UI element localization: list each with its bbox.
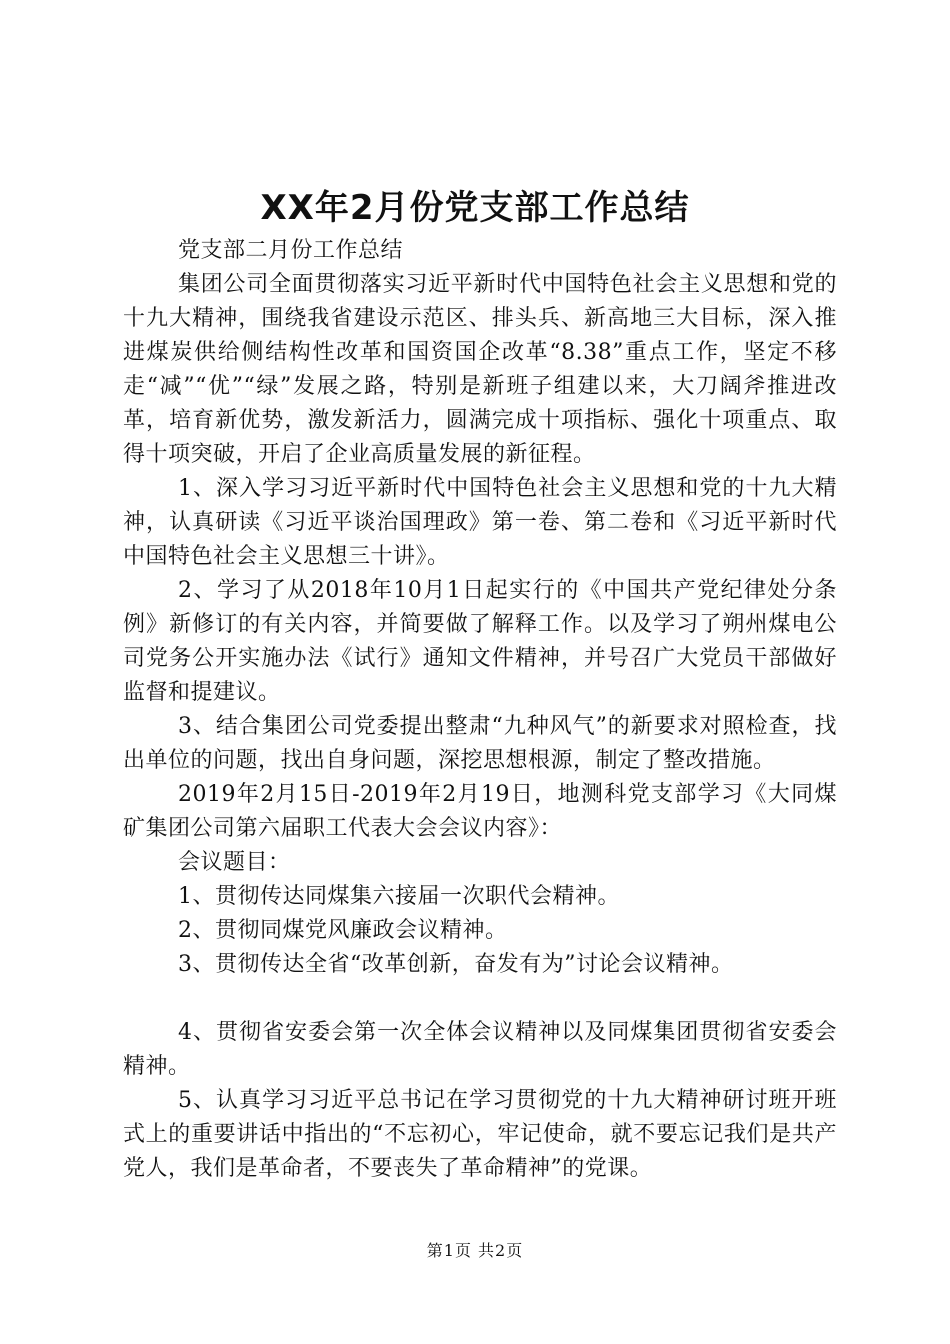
item-paragraph-1: 1、深入学习习近平新时代中国特色社会主义思想和党的十九大精神，认真研读《习近平谈治国理政》第一卷、第二卷和《习近平新时代中国特色社会主义思想三十讲》。 [123, 476, 837, 569]
meeting-topic-4: 4、贯彻省安委会第一次全体会议精神以及同煤集团贯彻省安委会精神。 [123, 1020, 837, 1079]
meeting-topic-2: 2、贯彻同煤党风廉政会议精神。 [178, 918, 508, 943]
meeting-topic-3: 3、贯彻传达全省“改革创新，奋发有为”讨论会议精神。 [178, 952, 734, 977]
item-paragraph-3: 3、结合集团公司党委提出整肃“九种风气”的新要求对照检查，找出单位的问题，找出自身问题，深挖思想根源，制定了整改措施。 [123, 714, 837, 773]
item-paragraph-2: 2、学习了从2018年10月1日起实行的《中国共产党纪律处分条例》新修订的有关内容，并简要做了解释工作。以及学习了朔州煤电公司党务公开实施办法《试行》通知文件精神，并号召广大党员干部做好监督和提建议。 [123, 578, 837, 705]
intro-paragraph: 集团公司全面贯彻落实习近平新时代中国特色社会主义思想和党的十九大精神，围绕我省建设示范区、排头兵、新高地三大目标，深入推进煤炭供给侧结构性改革和国资国企改革“8.38”重点工作，坚定不移走“减”“优”“绿”发展之路，特别是新班子组建以来，大刀阔斧推进改革，培育新优势，激发新活力，圆满完成十项指标、强化十项重点、取得十项突破，开启了企业高质量发展的新征程。 [123, 272, 837, 467]
section-heading: 党支部二月份工作总结 [178, 238, 404, 263]
page-footer: 第1页 共2页 [426, 1241, 524, 1260]
document-title: XX年2月份党支部工作总结 [260, 188, 690, 228]
meeting-topic-1: 1、贯彻传达同煤集六接届一次职代会精神。 [178, 884, 620, 909]
meeting-paragraph: 2019年2月15日-2019年2月19日，地测科党支部学习《大同煤矿集团公司第六届职工代表大会会议内容》： [123, 782, 837, 841]
meeting-topics-label: 会议题目： [178, 850, 291, 875]
document-body [123, 234, 837, 1186]
meeting-topic-5: 5、认真学习习近平总书记在学习贯彻党的十九大精神研讨班开班式上的重要讲话中指出的“不忘初心，牢记使命，就不要忘记我们是共产党人，我们是革命者，不要丧失了革命精神”的党课。 [123, 1088, 837, 1181]
